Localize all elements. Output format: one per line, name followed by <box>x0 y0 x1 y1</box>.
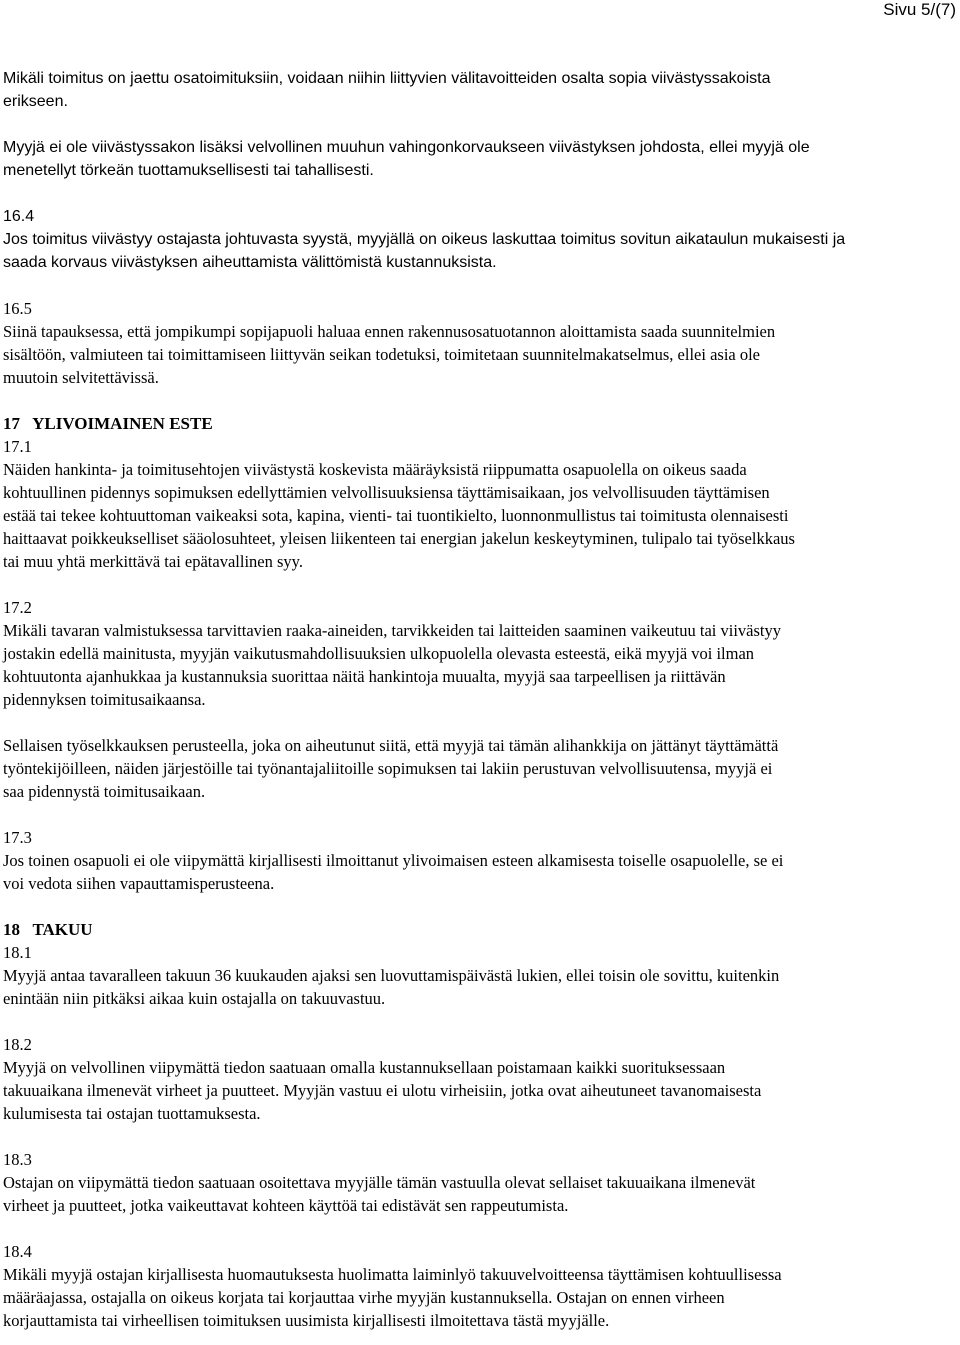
heading-spacer <box>3 895 957 918</box>
text-line: takuuaikana ilmenevät virheet ja puutteet. Myyjän vastuu ei ulotu virheisiin, jotka ovat aiheutuneet tavanomaisesta <box>3 1081 762 1100</box>
text-line: korjauttamista tai virheellisen toimituksen uusimista kirjallisesti ilmoitettava tästä myyjälle. <box>3 1311 610 1330</box>
text-line: menetellyt törkeän tuottamuksellisesti tai tahallisesti. <box>3 162 374 179</box>
text-line: pidennyksen toimitusaikaansa. <box>3 690 206 709</box>
text-line: 18.4 <box>3 1242 32 1261</box>
text-line: Mikäli toimitus on jaettu osatoimituksiin, voidaan niihin liittyvien välitavoitteiden osalta sopia viivästyssakoista <box>3 70 771 87</box>
paragraph <box>3 1033 957 1125</box>
paragraph <box>3 136 957 182</box>
text-line: Mikäli tavaran valmistuksessa tarvittavien raaka-aineiden, tarvikkeiden tai laitteiden saaminen vaikeutuu tai viivästyy <box>3 621 781 640</box>
text-line: 17.3 <box>3 828 32 847</box>
text-line: Ostajan on viipymättä tiedon saatuaan osoitettava myyjälle tämän vastuulla olevat sellaiset takuuaikana ilmenevät <box>3 1173 756 1192</box>
text-line: kulumisesta tai ostajan tuottamuksesta. <box>3 1104 261 1123</box>
paragraph <box>3 1148 957 1217</box>
text-line: jostakin edellä mainitusta, myyjän vaikutusmahdollisuuksien ulkopuolella olevasta esteestä, eikä myyjä voi ilman <box>3 644 755 663</box>
text-line: haittaavat poikkeukselliset sääolosuhteet, yleisen liikenteen tai energian jakelun keskeytyminen, tulipalo tai työselkkaus <box>3 529 795 548</box>
text-line: Myyjä ei ole viivästyssakon lisäksi velvollinen muuhun vahingonkorvaukseen viivästyksen johdosta, ellei myyjä ole <box>3 139 810 156</box>
section-heading: 18 TAKUU <box>3 920 93 939</box>
text-line: 16.4 <box>3 208 35 225</box>
text-line: Mikäli myyjä ostajan kirjallisesta huomautuksesta huolimatta laiminlyö takuuvelvoitteensa täyttämisen kohtuullisessa <box>3 1265 782 1284</box>
text-line: saada korvaus viivästyksen aiheuttamista välittömistä kustannuksista. <box>3 254 497 271</box>
text-line: tai muu yhtä merkittävä tai epätavallinen syy. <box>3 552 303 571</box>
text-line: saa pidennystä toimitusaikaan. <box>3 782 206 801</box>
paragraph-spacer <box>3 803 957 826</box>
paragraph <box>3 205 957 274</box>
paragraph <box>3 826 957 895</box>
text-line: 16.5 <box>3 299 32 318</box>
text-line: määräajassa, ostajalla on oikeus korjata tai korjauttaa virhe myyjän kustannuksella. Ostajan on ennen virheen <box>3 1288 725 1307</box>
document-body <box>3 67 957 1332</box>
paragraph-spacer <box>3 573 957 596</box>
text-line: Sellaisen työselkkauksen perusteella, joka on aiheutunut siitä, että myyjä tai tämän alihankkija on jättänyt täyttämättä <box>3 736 779 755</box>
text-line: erikseen. <box>3 93 68 110</box>
text-line: sisältöön, valmiuteen tai toimittamiseen liittyvän seikan todetuksi, toimitetaan suunnitelmakatselmus, ellei asia ole <box>3 345 761 364</box>
page-number: Sivu 5/(7) <box>883 0 956 19</box>
paragraph-spacer <box>3 711 957 734</box>
heading-spacer <box>3 389 957 412</box>
text-line: virheet ja puutteet, jotka vaikeuttavat kohteen käyttöä tai edistävät sen rappeutumista. <box>3 1196 569 1215</box>
text-line: estää tai tekee kohtuuttoman vaikeaksi sota, kapina, vienti- tai tuontikielto, luonnonmullistus tai toimitusta olennaisesti <box>3 506 789 525</box>
paragraph-spacer <box>3 1010 957 1033</box>
text-line: Myyjä on velvollinen viipymättä tiedon saatuaan omalla kustannuksellaan poistamaan kaikki suorituksessaan <box>3 1058 726 1077</box>
paragraph-spacer <box>3 1125 957 1148</box>
text-line: muutoin selvitettävissä. <box>3 368 159 387</box>
paragraph <box>3 435 957 573</box>
text-line: 18.1 <box>3 943 32 962</box>
text-line: Jos toinen osapuoli ei ole viipymättä kirjallisesti ilmoittanut ylivoimaisen esteen alkamisesta toiselle osapuolelle, se ei <box>3 851 784 870</box>
text-line: Näiden hankinta- ja toimitusehtojen viivästystä koskevista määräyksistä riippumatta osapuolella on oikeus saada <box>3 460 747 479</box>
text-line: enintään niin pitkäksi aikaa kuin ostajalla on takuuvastuu. <box>3 989 386 1008</box>
text-line: 17.2 <box>3 598 32 617</box>
paragraph-spacer <box>3 113 957 136</box>
text-line: kohtuullinen pidennys sopimuksen edellyttämien velvollisuuksiensa täyttämisaikaan, jos velvollisuuden täyttämisen <box>3 483 770 502</box>
section-heading: 17 YLIVOIMAINEN ESTE <box>3 414 213 433</box>
paragraph <box>3 596 957 711</box>
paragraph <box>3 67 957 113</box>
text-line: 18.3 <box>3 1150 32 1169</box>
text-line: 17.1 <box>3 437 32 456</box>
text-line: työntekijöilleen, näiden järjestöille tai työnantajaliitoille sopimuksen tai lakiin perustuvan velvollisuutensa, myyjä ei <box>3 759 773 778</box>
paragraph-spacer <box>3 274 957 297</box>
paragraph-spacer <box>3 1217 957 1240</box>
text-line: Siinä tapauksessa, että jompikumpi sopijapuoli haluaa ennen rakennusosatuotannon aloittamista saada suunnitelmien <box>3 322 776 341</box>
text-line: Jos toimitus viivästyy ostajasta johtuvasta syystä, myyjällä on oikeus laskuttaa toimitus sovitun aikataulun mukaisesti ja <box>3 231 846 248</box>
paragraph <box>3 297 957 389</box>
text-line: voi vedota siihen vapauttamisperusteena. <box>3 874 275 893</box>
text-line: kohtuutonta ajanhukkaa ja kustannuksia suorittaa näitä hankintoja muualta, myyjä saa tarpeellisen ja riittävän <box>3 667 726 686</box>
paragraph <box>3 1240 957 1332</box>
paragraph-spacer <box>3 182 957 205</box>
text-line: Myyjä antaa tavaralleen takuun 36 kuukauden ajaksi sen luovuttamispäivästä lukien, ellei toisin ole sovittu, kuitenkin <box>3 966 780 985</box>
text-line: 18.2 <box>3 1035 32 1054</box>
paragraph <box>3 734 957 803</box>
paragraph <box>3 941 957 1010</box>
